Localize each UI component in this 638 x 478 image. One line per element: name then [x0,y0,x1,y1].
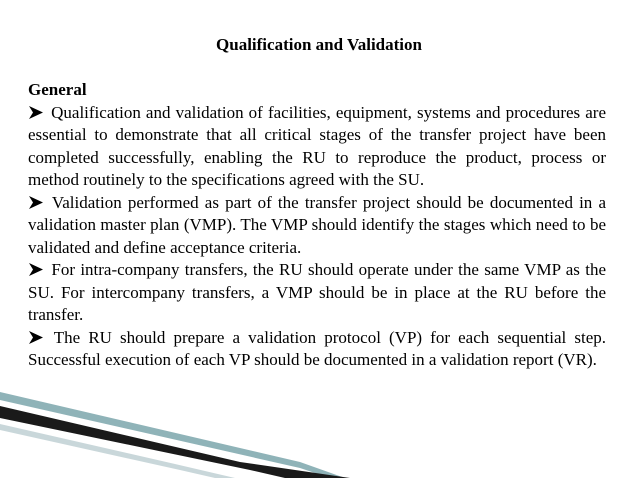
bullet-text: Validation performed as part of the transfer project should be documented in a validation master plan (VMP). The VMP should identify the stages which need to be validated and define acceptance criteria. [28,192,606,257]
swoosh-light-band [0,424,235,478]
bullet-item-1 [28,102,606,192]
bullet-text: The RU should prepare a validation protocol (VP) for each sequential step. Successful execution of each VP should be documented in a validation report (VR). [28,327,606,369]
slide-title: Qualification and Validation [216,35,422,54]
swoosh-dark-band [0,406,350,478]
bullet-item-3 [28,259,606,327]
bullet-item-2 [28,192,606,260]
arrow-bullet-icon [28,262,44,277]
bullet-text: For intra-company transfers, the RU should operate under the same VMP as the SU. For intercompany transfers, a VMP should be in place at the RU before the transfer. [28,260,607,324]
arrow-bullet-icon [28,330,44,345]
swoosh-teal-band [0,392,345,478]
bullet-text: Qualification and validation of facilities, equipment, systems and procedures are essential to demonstrate that all critical stages of the transfer project have been completed successfully, enabling the RU to reproduce the product, process or method routinely to the specifications agreed with the SU. [28,102,607,189]
slide-content [28,79,606,372]
bullet-item-4 [28,327,606,372]
section-heading: General [28,80,87,99]
arrow-bullet-icon [28,105,44,120]
arrow-bullet-icon [28,195,44,210]
